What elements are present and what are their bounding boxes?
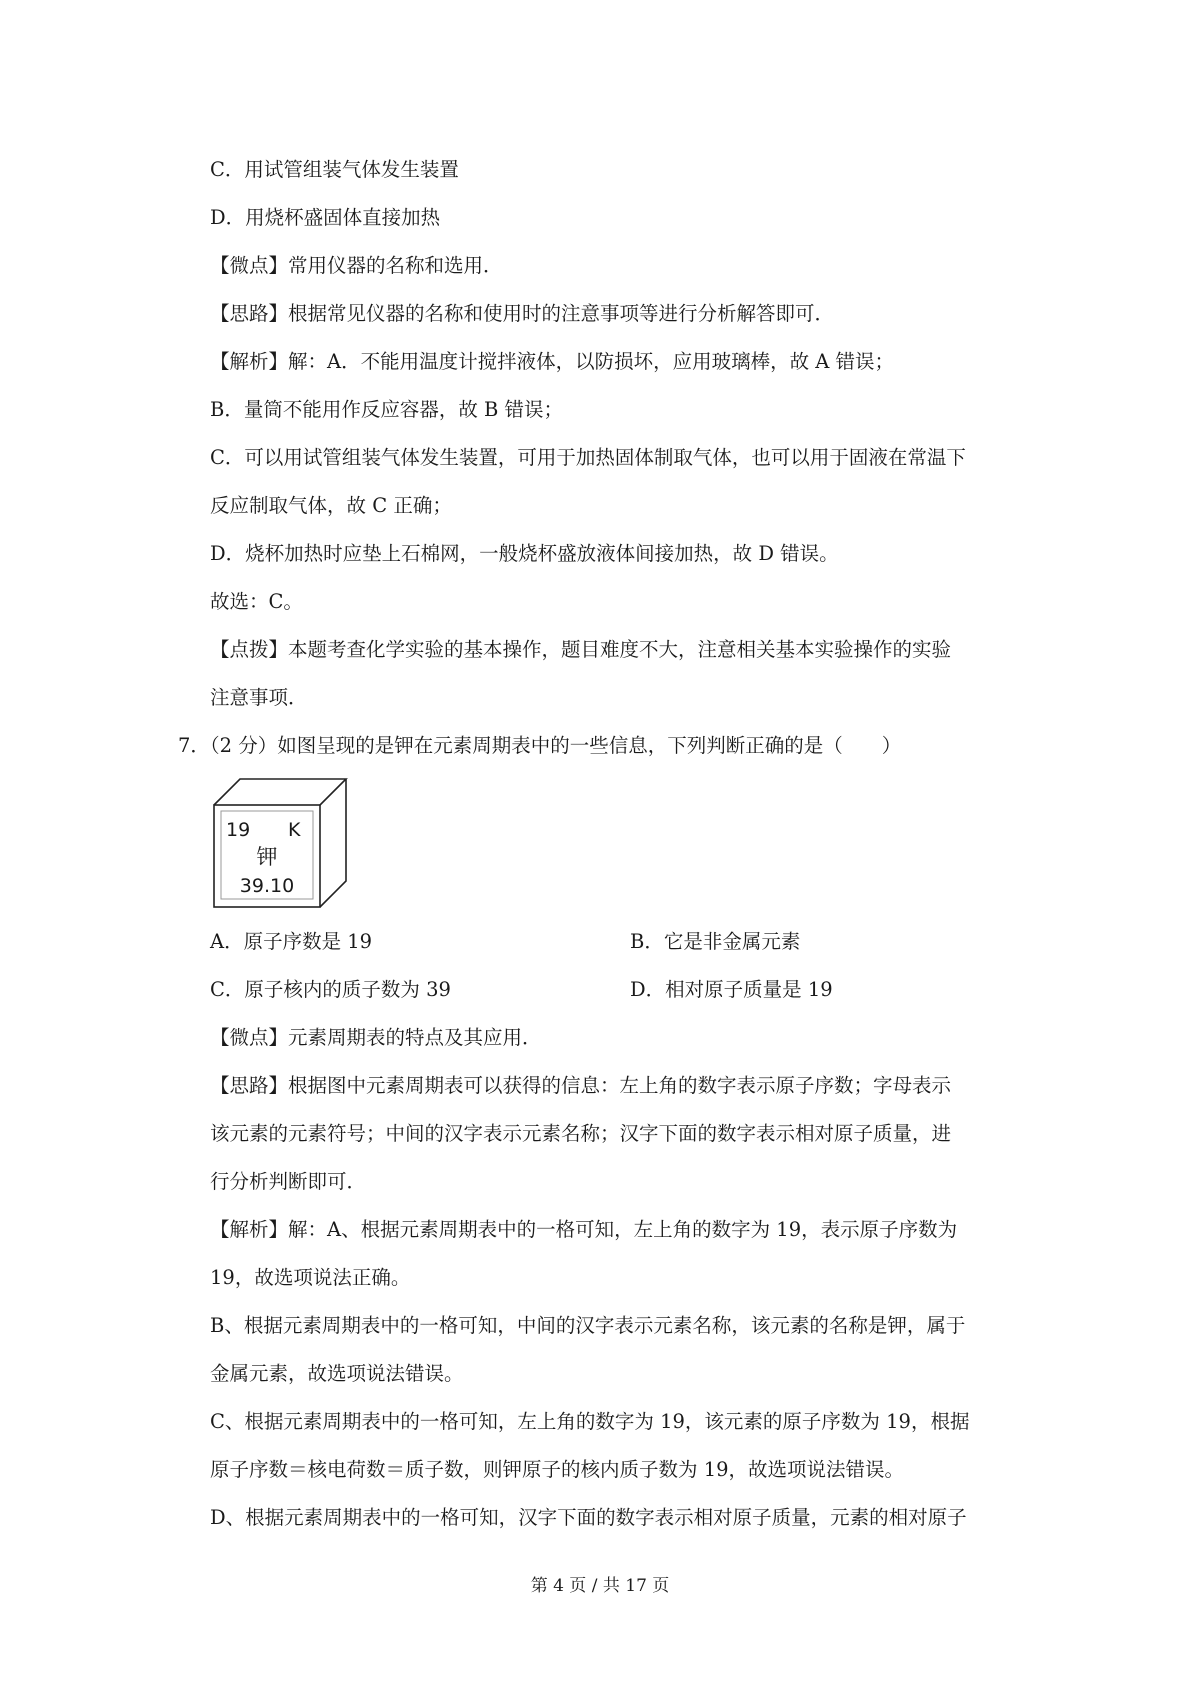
question-stem: 7．（2 分）如图呈现的是钾在元素周期表中的一些信息，下列判断正确的是（ ）	[178, 734, 902, 757]
jie-xi-line: B．量筒不能用作反应容器，故 B 错误；	[210, 398, 564, 421]
jie-xi-line: 19，故选项说法正确。	[210, 1266, 411, 1289]
jie-xi-line: C、根据元素周期表中的一格可知，左上角的数字为 19，该元素的原子序数为 19，根据	[210, 1410, 970, 1433]
element-symbol: K	[288, 819, 301, 841]
option-a: A．原子序数是 19	[210, 930, 373, 953]
page-footer: 第 4 页 / 共 17 页	[530, 1576, 670, 1596]
option-b: B．它是非金属元素	[630, 930, 801, 953]
si-lu: 行分析判断即可．	[210, 1170, 367, 1193]
wei-dian: 【微点】元素周期表的特点及其应用．	[210, 1026, 542, 1049]
jie-xi-line: 【解析】解：A．不能用温度计搅拌液体，以防损坏，应用玻璃棒，故 A 错误；	[210, 350, 895, 373]
atomic-number: 19	[226, 819, 251, 841]
jie-xi-line: B、根据元素周期表中的一格可知，中间的汉字表示元素名称，该元素的名称是钾，属于	[210, 1314, 966, 1337]
element-cell-figure	[210, 775, 350, 911]
option-c: C．原子核内的质子数为 39	[210, 978, 451, 1001]
si-lu: 【思路】根据图中元素周期表可以获得的信息：左上角的数字表示原子序数；字母表示	[210, 1074, 952, 1097]
si-lu: 【思路】根据常见仪器的名称和使用时的注意事项等进行分析解答即可．	[210, 302, 835, 325]
dian-bo: 注意事项．	[210, 686, 308, 709]
dian-bo: 【点拨】本题考查化学实验的基本操作，题目难度不大，注意相关基本实验操作的实验	[210, 638, 952, 661]
jie-xi-line: D．烧杯加热时应垫上石棉网，一般烧杯盛放液体间接加热，故 D 错误。	[210, 542, 839, 565]
option-d: D．相对原子质量是 19	[630, 978, 833, 1001]
si-lu: 该元素的元素符号；中间的汉字表示元素名称；汉字下面的数字表示相对原子质量，进	[210, 1122, 952, 1145]
atomic-mass: 39.10	[239, 875, 295, 897]
element-name: 钾	[256, 845, 278, 869]
wei-dian: 【微点】常用仪器的名称和选用．	[210, 254, 503, 277]
option-d: D．用烧杯盛固体直接加热	[210, 206, 441, 229]
option-c: C．用试管组装气体发生装置	[210, 158, 459, 181]
jie-xi-line: 反应制取气体，故 C 正确；	[210, 494, 452, 517]
jie-xi-line: 原子序数＝核电荷数＝质子数，则钾原子的核内质子数为 19，故选项说法错误。	[210, 1458, 905, 1481]
jie-xi-line: 金属元素，故选项说法错误。	[210, 1362, 464, 1385]
jie-xi-line: 【解析】解：A、根据元素周期表中的一格可知，左上角的数字为 19，表示原子序数为	[210, 1218, 958, 1241]
jie-xi-line: D、根据元素周期表中的一格可知，汉字下面的数字表示相对原子质量，元素的相对原子	[210, 1506, 967, 1529]
answer-line: 故选：C。	[210, 590, 303, 613]
jie-xi-line: C．可以用试管组装气体发生装置，可用于加热固体制取气体，也可以用于固液在常温下	[210, 446, 966, 469]
